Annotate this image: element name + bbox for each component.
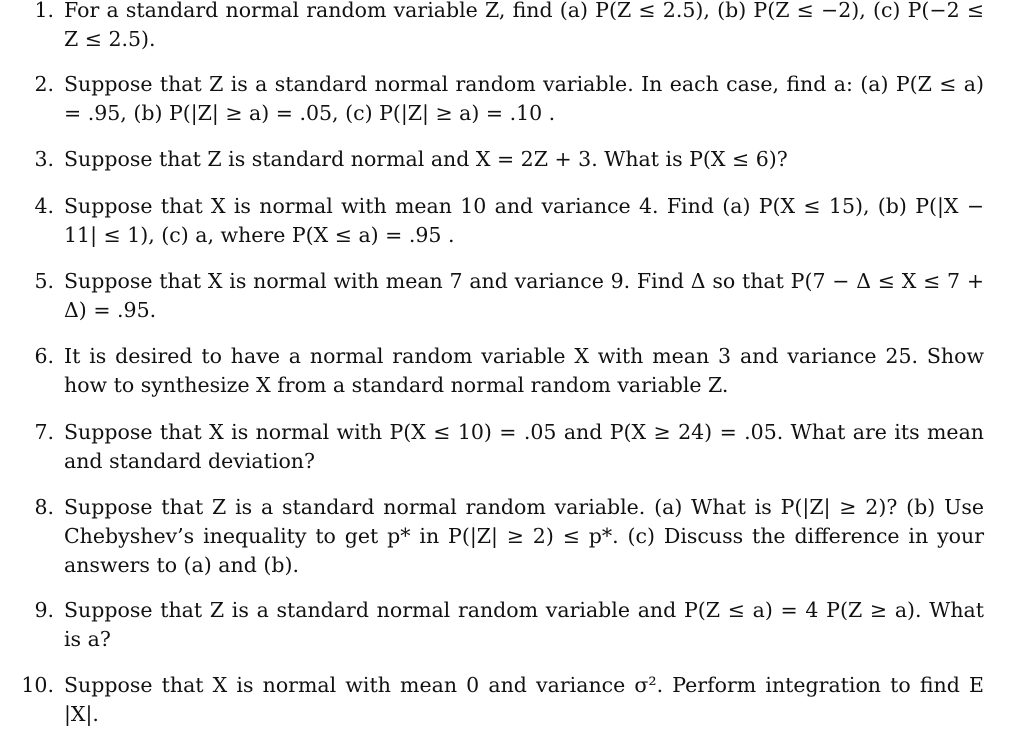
- problem-number: 9.: [34, 598, 54, 622]
- problem-number: 1.: [34, 0, 54, 22]
- problem-text: Suppose that X is normal with mean 10 and variance 4. Find (a) P(X ≤ 15), (b) P(|X − 11| ≤ 1), (c) a, where P(X ≤ a) = .95 .: [64, 194, 984, 247]
- problem-text: Suppose that Z is standard normal and X = 2Z + 3. What is P(X ≤ 6)?: [64, 147, 788, 171]
- problem-number: 6.: [34, 344, 54, 368]
- problem-number: 4.: [34, 194, 54, 218]
- problem-text: Suppose that X is normal with mean 7 and variance 9. Find Δ so that P(7 − Δ ≤ X ≤ 7 + Δ) = .95.: [64, 269, 984, 322]
- problem-text: Suppose that X is normal with P(X ≤ 10) = .05 and P(X ≥ 24) = .05. What are its mean and standard deviation?: [64, 420, 984, 473]
- problem-number: 2.: [34, 72, 54, 96]
- problem-number: 7.: [34, 420, 54, 444]
- problem-number: 3.: [34, 147, 54, 171]
- problem-text: It is desired to have a normal random variable X with mean 3 and variance 25. Show how to synthesize X from a standard normal random variable Z.: [64, 344, 984, 397]
- problem-text: Suppose that X is normal with mean 0 and variance σ². Perform integration to find E |X|.: [64, 673, 984, 726]
- problem-text: For a standard normal random variable Z, find (a) P(Z ≤ 2.5), (b) P(Z ≤ −2), (c) P(−2 ≤ Z ≤ 2.5).: [64, 0, 984, 51]
- problem-number: 8.: [34, 495, 54, 519]
- problem-text: Suppose that Z is a standard normal random variable. (a) What is P(|Z| ≥ 2)? (b) Use Chebyshev’s inequality to get p* in P(|Z| ≥ 2) ≤ p*. (c) Discuss the difference in your answers to (a) and (b).: [64, 495, 984, 577]
- problem-number: 10.: [21, 673, 54, 697]
- problem-number: 5.: [34, 269, 54, 293]
- problem-text: Suppose that Z is a standard normal random variable and P(Z ≤ a) = 4 P(Z ≥ a). What is a?: [64, 598, 984, 651]
- problem-text: Suppose that Z is a standard normal random variable. In each case, find a: (a) P(Z ≤ a) = .95, (b) P(|Z| ≥ a) = .05, (c) P(|Z| ≥ a) = .10 .: [64, 72, 984, 125]
